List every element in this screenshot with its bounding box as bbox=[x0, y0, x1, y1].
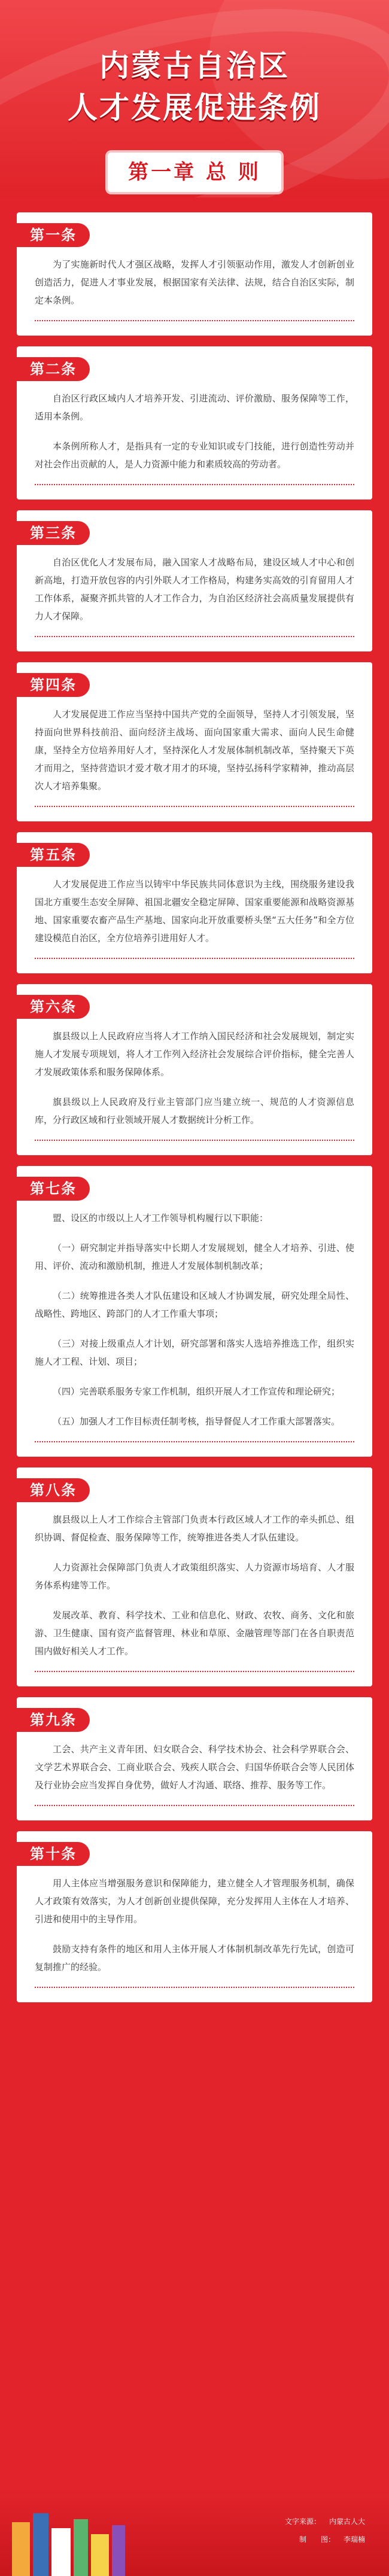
article-paragraph: （一）研究制定并指导落实中长期人才发展规划，健全人才培养、引进、使用、评价、流动和激励机制，推进人才发展体制机制改革； bbox=[35, 1243, 354, 1271]
dotted-divider bbox=[35, 636, 354, 637]
chapter-heading bbox=[108, 153, 281, 192]
article-label: 第一条 bbox=[17, 223, 90, 247]
article-label: 第七条 bbox=[17, 1177, 90, 1201]
article-card bbox=[17, 346, 372, 500]
title-line-1: 内蒙古自治区 bbox=[99, 48, 290, 83]
article-paragraph: 自治区优化人才发展布局，融入国家人才战略布局，建设区域人才中心和创新高地，打造开放包容的内引外联人才工作格局，构建务实高效的引育留用人才工作体系，凝聚齐抓共管的人才工作合力，为自治区经济社会高质量发展提供有力人才保障。 bbox=[35, 557, 354, 622]
article-card bbox=[17, 662, 372, 821]
dotted-divider bbox=[35, 320, 354, 321]
books-illustration bbox=[0, 2504, 156, 2576]
article-paragraph: 鼓励支持有条件的地区和用人主体开展人才体制机制改革先行先试，创造可复制推广的经验。 bbox=[35, 1944, 354, 1972]
article-paragraph: 人才发展促进工作应当坚持中国共产党的全面领导，坚持人才引领发展，坚持面向世界科技前沿、面向经济主战场、面向国家重大需求、面向人民生命健康，坚持全方位培养用好人才，坚持深化人才发展体制机制改革，坚持聚天下英才而用之，坚持营造识才爱才敬才用才的环境，坚持弘扬科学家精神，推动高层次人才培养集聚。 bbox=[35, 709, 354, 791]
hero-banner bbox=[0, 0, 389, 197]
article-card bbox=[17, 984, 372, 1155]
article-paragraph: （三）对接上级重点人才计划，研究部署和落实人选培养推选工作，组织实施人才工程、计划、项目； bbox=[35, 1338, 354, 1367]
article-paragraph: 盟、设区的市级以上人才工作领导机构履行以下职能： bbox=[53, 1213, 269, 1223]
dotted-divider bbox=[35, 1671, 354, 1672]
dotted-divider bbox=[35, 1987, 354, 1988]
article-paragraph: 旗县级以上人才工作综合主管部门负责本行政区域人才工作的牵头抓总、组织协调、督促检查、服务保障等工作，统筹推进各类人才队伍建设。 bbox=[35, 1514, 354, 1543]
article-label: 第三条 bbox=[17, 521, 90, 545]
article-card bbox=[17, 832, 372, 973]
article-label: 第十条 bbox=[17, 1842, 90, 1866]
article-paragraph: 本条例所称人才，是指具有一定的专业知识或专门技能，进行创造性劳动并对社会作出贡献的人，是人力资源中能力和素质较高的劳动者。 bbox=[35, 441, 354, 470]
credits bbox=[285, 2513, 365, 2548]
source-value: 内蒙古人大 bbox=[329, 2517, 365, 2526]
article-paragraph: 旗县级以上人民政府及行业主管部门应当建立统一、规范的人才资源信息库，分行政区域和行业领域开展人才数据统计分析工作。 bbox=[35, 1097, 354, 1125]
article-paragraph: 自治区行政区域内人才培养开发、引进流动、评价激励、服务保障等工作，适用本条例。 bbox=[35, 393, 354, 422]
title-line-2: 人才发展促进条例 bbox=[68, 90, 321, 125]
article-paragraph: 工会、共产主义青年团、妇女联合会、科学技术协会、社会科学界联合会、文学艺术界联合会、工商业联合会、残疾人联合会、归国华侨联合会等人民团体及行业协会应当发挥自身优势，做好人才沟通、联络、推荐、服务等工作。 bbox=[35, 1744, 354, 1791]
maker-value: 李瑞楠 bbox=[343, 2535, 365, 2544]
dotted-divider bbox=[35, 806, 354, 807]
article-paragraph: 人力资源社会保障部门负责人才政策组织落实、人力资源市场培育、人才服务体系构建等工作。 bbox=[35, 1562, 354, 1591]
article-label: 第五条 bbox=[17, 843, 90, 867]
dotted-divider bbox=[35, 958, 354, 959]
article-paragraph: 旗县级以上人民政府应当将人才工作纳入国民经济和社会发展规划，制定实施人才发展专项规划，将人才工作列入经济社会发展综合评价指标，健全完善人才发展政策体系和服务保障体系。 bbox=[35, 1031, 354, 1077]
article-card bbox=[17, 1697, 372, 1820]
maker-label: 制 图： bbox=[299, 2535, 335, 2544]
article-label: 第九条 bbox=[17, 1708, 90, 1732]
article-card bbox=[17, 1467, 372, 1686]
dotted-divider bbox=[35, 1805, 354, 1806]
dotted-divider bbox=[35, 484, 354, 485]
article-paragraph: 用人主体应当增强服务意识和保障能力，建立健全人才管理服务机制，确保人才政策有效落实，为人才创新创业提供保障，充分发挥用人主体在人才培养、引进和使用中的主导作用。 bbox=[35, 1878, 354, 1925]
source-label: 文字来源： bbox=[284, 2517, 321, 2526]
article-card bbox=[17, 1166, 372, 1457]
dotted-divider bbox=[35, 1140, 354, 1141]
dotted-divider bbox=[35, 1441, 354, 1442]
article-card bbox=[17, 510, 372, 651]
articles-list bbox=[17, 212, 372, 2013]
article-label: 第六条 bbox=[17, 995, 90, 1019]
article-paragraph: （四）完善联系服务专家工作机制，组织开展人才工作宣传和理论研究； bbox=[53, 1386, 341, 1397]
article-label: 第二条 bbox=[17, 357, 90, 381]
article-paragraph: 为了实施新时代人才强区战略，发挥人才引领驱动作用，激发人才创新创业创造活力，促进人才事业发展，根据国家有关法律、法规，结合自治区实际，制定本条例。 bbox=[35, 259, 354, 306]
article-paragraph: 发展改革、教育、科学技术、工业和信息化、财政、农牧、商务、文化和旅游、卫生健康、国有资产监督管理、林业和草原、金融管理等部门在各自职责范围内做好相关人才工作。 bbox=[35, 1610, 354, 1657]
article-label: 第八条 bbox=[17, 1478, 90, 1502]
chapter-title: 第一章 总 则 bbox=[128, 160, 261, 184]
footer bbox=[0, 2489, 389, 2576]
article-paragraph: （五）加强人才工作目标责任制考核，指导督促人才工作重大部署落实。 bbox=[53, 1416, 341, 1427]
article-paragraph: （二）统筹推进各类人才队伍建设和区域人才协调发展，研究处理全局性、战略性、跨地区、跨部门的人才工作重大事项； bbox=[35, 1290, 354, 1319]
article-card bbox=[17, 212, 372, 336]
article-paragraph: 人才发展促进工作应当以铸牢中华民族共同体意识为主线，围绕服务建设我国北方重要生态安全屏障、祖国北疆安全稳定屏障、国家重要能源和战略资源基地、国家重要农畜产品生产基地、国家向北开放重要桥头堡“五大任务”和全方位建设模范自治区，全方位培养引进用好人才。 bbox=[35, 879, 354, 943]
article-card bbox=[17, 1831, 372, 2002]
article-label: 第四条 bbox=[17, 673, 90, 697]
